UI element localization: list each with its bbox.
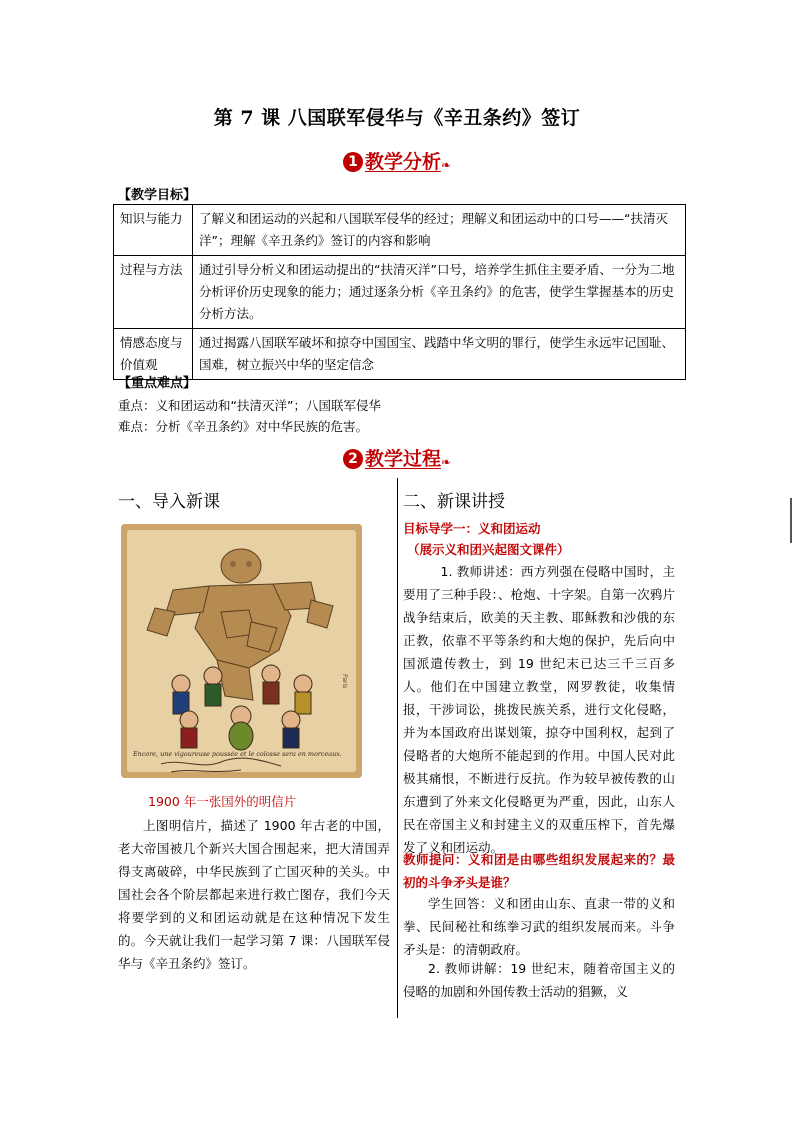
postcard-image xyxy=(121,524,362,778)
section-label: 教学过程 xyxy=(364,448,441,470)
section-number-badge: 2 xyxy=(343,449,363,469)
student-answer: 学生回答：义和团由山东、直隶一带的义和拳、民间秘社和练拳习武的组织发展而来。斗争矛头是：的清朝政府。 xyxy=(403,896,675,957)
new-lesson-heading: 二、新课讲授 xyxy=(403,492,505,512)
postcard-caption-text: Encore, une vigoureuse poussée et le colosse sera en morceaux. xyxy=(133,750,342,758)
column-divider xyxy=(397,478,398,1018)
image-caption: 1900 年一张国外的明信片 xyxy=(148,794,297,809)
fleuron-icon: ❧ xyxy=(440,455,452,469)
lecture-paragraph-1: 1. 教师讲述：西方列强在侵略中国时，主要用了三种手段：、枪炮、十字架。自第一次鸦片战争结束后，欧美的天主教、耶稣教和沙俄的东正教，依靠不平等条约和大炮的保护，先后向中国派遣传教士，到 19 世纪末已达三千三百多人。他们在中国建立教堂，网罗教徒，收集情报，干涉词讼，挑拨民族关系，进行文化侵略，并为本国政府出谋划策，掠夺中国利权，起到了侵略者的大炮所不能起到的作用。中国人民对此极其痛恨，不断进行反抗。作为较早被传教的山东遭到了外来文化侵略更为严重，因此，山东人民在帝国主义和封建主义的双重压榨下，首先爆发了义和团运动。 xyxy=(403,564,675,855)
svg-text:Paris: Paris xyxy=(341,674,348,689)
goal-one-heading: 目标导学一：义和团运动 xyxy=(403,521,541,536)
fleuron-icon: ❧ xyxy=(440,158,452,172)
difficult-point-text: 难点：分析《辛丑条约》对中华民族的危害。 xyxy=(118,419,369,434)
goals-table xyxy=(113,204,686,380)
section-heading-process xyxy=(0,444,794,471)
section-number-badge: 1 xyxy=(343,152,363,172)
goal-description: 通过揭露八国联军破坏和掠夺中国国宝、践踏中华文明的罪行，使学生永远牢记国耻、国难，树立振兴中华的坚定信念 xyxy=(193,329,686,380)
goal-one-subheading: （展示义和团兴起图文课件） xyxy=(407,542,570,557)
goal-category: 过程与方法 xyxy=(114,256,193,329)
goal-category: 情感态度与价值观 xyxy=(114,329,193,380)
postcard-illustration xyxy=(121,524,362,778)
section-heading-analysis xyxy=(0,147,794,174)
table-row xyxy=(114,205,686,256)
teacher-question: 教师提问：义和团是由哪些组织发展起来的？最初的斗争矛头是谁？ xyxy=(403,852,675,890)
goal-description: 了解义和团运动的兴起和八国联军侵华的经过；理解义和团运动中的口号——“扶清灭洋”；理解《辛丑条约》签订的内容和影响 xyxy=(193,205,686,256)
intro-paragraph: 上图明信片，描述了 1900 年古老的中国，老大帝国被几个新兴大国合围起来，把大清国弄得支离破碎，中华民族到了亡国灭种的关头。中国社会各个阶层都起来进行救亡图存，我们今天将要学到的义和团运动就是在这种情况下发生的。今天就让我们一起学习第 7 课：八国联军侵华与《辛丑条约》签订。 xyxy=(118,818,390,971)
table-row xyxy=(114,256,686,329)
goal-description: 通过引导分析义和团运动提出的“扶清灭洋”口号，培养学生抓住主要矛盾、一分为二地分析评价历史现象的能力；通过逐条分析《辛丑条约》的危害，使学生掌握基本的历史分析方法。 xyxy=(193,256,686,329)
intro-heading: 一、导入新课 xyxy=(118,492,220,512)
goals-heading: 【教学目标】 xyxy=(118,188,197,203)
key-point-text: 重点：义和团运动和“扶清灭洋”；八国联军侵华 xyxy=(118,398,381,413)
lecture-paragraph-2: 2. 教师讲解：19 世纪末，随着帝国主义的侵略的加剧和外国传教士活动的猖獗，义 xyxy=(403,961,675,999)
goal-category: 知识与能力 xyxy=(114,205,193,256)
page-edge-mark xyxy=(790,498,792,543)
section-label: 教学分析 xyxy=(364,151,441,173)
table-row xyxy=(114,329,686,380)
keypoints-heading: 【重点难点】 xyxy=(118,376,197,391)
page-title: 第 7 课 八国联军侵华与《辛丑条约》签订 xyxy=(213,107,581,129)
